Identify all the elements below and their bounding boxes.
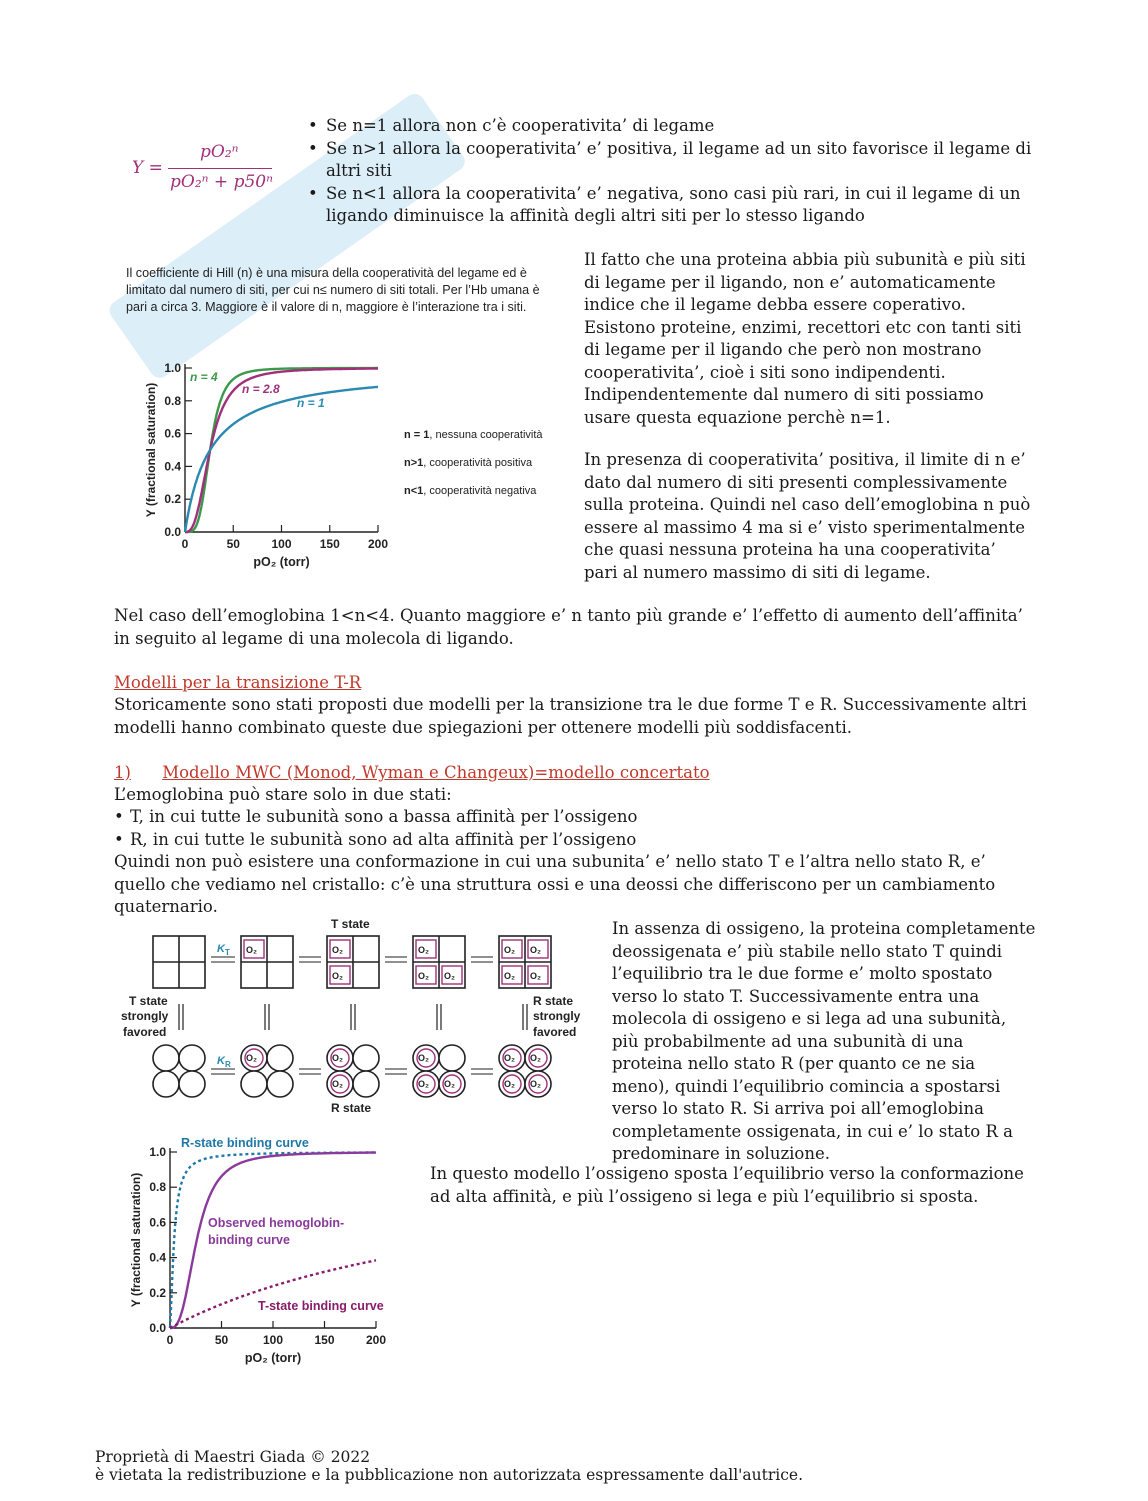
- o2-label: O₂: [530, 1079, 541, 1089]
- r-favored-line: strongly: [533, 1009, 581, 1023]
- equation-lhs: Y =: [132, 158, 163, 178]
- series-label: T-state binding curve: [258, 1299, 384, 1313]
- legend-item: n = 1, nessuna cooperatività: [404, 429, 543, 441]
- x-tick-label: 200: [365, 1333, 387, 1347]
- o2-label: O₂: [332, 1053, 343, 1063]
- y-tick-label: 0.6: [164, 426, 181, 441]
- x-tick-label: 100: [262, 1333, 284, 1347]
- bullet-item: • Se n=1 allora non c’è cooperativita’ di legame: [308, 115, 1038, 138]
- o2-label: O₂: [530, 971, 541, 981]
- paragraph-models: Storicamente sono stati proposti due modelli per la transizione tra le due forme T e R. Successivamente altri modelli hanno combinato queste due spiegazioni per ottenere modelli più soddisfacenti.: [114, 695, 1027, 737]
- o2-label: O₂: [504, 971, 515, 981]
- x-tick-label: 100: [271, 537, 292, 551]
- fraction-bar: [168, 168, 272, 169]
- kt-label: K: [217, 943, 225, 955]
- o2-label: O₂: [332, 971, 343, 981]
- paragraph-positive-cooperativity: In presenza di cooperativita’ positiva, il limite di n e’ dato dal numero di siti presenti complessivamente sulla proteina. Quindi nel caso dell’emoglobina n può essere al massimo 4 ma si e’ visto sperimentalmente che quasi nessuna proteina ha una cooperativita’ pari al numero massimo di siti di legame.: [584, 450, 1031, 582]
- series-label: Observed hemoglobin-: [208, 1216, 345, 1230]
- legend-item: n<1, cooperatività negativa: [404, 485, 537, 497]
- r-state-row: [153, 1045, 551, 1097]
- mwc-paragraph: Quindi non può esistere una conformazione in cui una subunita’ e’ nello stato T e l’altra nello stato R, e’ quello che vediamo nel cristallo: c’è una struttura ossi e una deossi che differiscono per un cambiamento quaternario.: [114, 852, 996, 916]
- t-state-label: T state: [331, 917, 370, 931]
- series-label: n = 4: [190, 370, 218, 384]
- series-line: [185, 369, 378, 533]
- series-line: [170, 1260, 376, 1328]
- series-label: n = 2.8: [242, 382, 280, 396]
- y-axis-label: Y (fractional saturation): [129, 1172, 143, 1308]
- vertical-arrows: [179, 1004, 527, 1030]
- mwc-bullets: [114, 806, 1014, 851]
- o2-label: O₂: [504, 1053, 515, 1063]
- o2-label: O₂: [530, 945, 541, 955]
- o2-label: O₂: [418, 1053, 429, 1063]
- r-favored-line: favored: [533, 1025, 577, 1039]
- series-label: n = 1: [297, 396, 325, 410]
- y-tick-label: 0.4: [164, 459, 181, 474]
- o2-label: O₂: [246, 945, 257, 955]
- paragraph-hemoglobin: Nel caso dell’emoglobina 1<n<4. Quanto maggiore e’ n tanto più grande e’ l’effetto di aumento dell’affinita’ in seguito al legame di una molecola di ligando.: [114, 606, 1023, 648]
- equation-denominator: pO₂ⁿ + p50ⁿ: [170, 172, 273, 192]
- heading-mwc-title: Modello MWC (Monod, Wyman e Changeux)=modello concertato: [162, 763, 710, 782]
- kr-subscript: R: [225, 1060, 231, 1069]
- kr-label: K: [217, 1055, 225, 1067]
- bullet-item: • Se n<1 allora la cooperativita’ e’ negativa, sono casi più rari, in cui il legame di un ligando diminuisce la affinità degli altri siti per lo stesso ligando: [308, 183, 1038, 228]
- o2-label: O₂: [418, 945, 429, 955]
- o2-label: O₂: [332, 945, 343, 955]
- y-tick-label: 1.0: [149, 1145, 166, 1159]
- bullet-item: • T, in cui tutte le subunità sono a bassa affinità per l’ossigeno: [114, 806, 1014, 829]
- y-axis-label: Y (fractional saturation): [144, 382, 158, 518]
- footer: [95, 1448, 803, 1484]
- series-line: [185, 387, 378, 532]
- hill-chart: [110, 355, 410, 575]
- y-tick-label: 0.4: [149, 1250, 166, 1265]
- o2-label: O₂: [418, 1079, 429, 1089]
- t-favored-label: [121, 994, 169, 1039]
- bullet-item: • R, in cui tutte le subunità sono ad alta affinità per l’ossigeno: [114, 829, 1014, 852]
- y-tick-label: 0.0: [164, 525, 181, 539]
- r-favored-label: [533, 994, 581, 1039]
- bullet-item: • Se n>1 allora la cooperativita’ e’ positiva, il legame ad un sito favorisce il legame di altri siti: [308, 138, 1038, 183]
- y-tick-label: 0.2: [149, 1285, 166, 1300]
- y-tick-label: 0.0: [149, 1321, 166, 1335]
- x-tick-label: 150: [319, 537, 340, 551]
- o2-label: O₂: [530, 1053, 541, 1063]
- t-favored-line: favored: [123, 1025, 167, 1039]
- x-tick-label: 150: [314, 1333, 335, 1347]
- r-favored-line: R state: [533, 994, 574, 1008]
- t-favored-line: strongly: [121, 1009, 169, 1023]
- x-axis-label: pO₂ (torr): [253, 555, 310, 569]
- y-tick-label: 0.6: [149, 1215, 166, 1230]
- equation-numerator: pO₂ⁿ: [200, 142, 239, 162]
- o2-label: O₂: [504, 945, 515, 955]
- heading-mwc: [114, 762, 710, 785]
- cooperativity-bullets: [308, 115, 1038, 228]
- x-tick-label: 200: [367, 537, 389, 551]
- o2-label: O₂: [444, 971, 455, 981]
- hill-equation: [132, 140, 282, 200]
- o2-label: O₂: [444, 1079, 455, 1089]
- kt-subscript: T: [225, 948, 230, 957]
- mwc-bottom-paragraph: In questo modello l’ossigeno sposta l’equilibrio verso la conformazione ad alta affinità, e più l’ossigeno si lega e più l’equilibrio si sposta.: [430, 1164, 1024, 1206]
- x-tick-label: 50: [214, 1333, 229, 1347]
- o2-label: O₂: [246, 1053, 257, 1063]
- heading-models: Modelli per la transizione T-R: [114, 673, 362, 692]
- heading-mwc-number: 1): [114, 763, 131, 782]
- y-tick-label: 0.2: [164, 492, 181, 507]
- legend-item: n>1, cooperatività positiva: [404, 457, 533, 469]
- footer-copyright: Proprietà di Maestri Giada © 2022: [95, 1448, 371, 1466]
- mwc-intro: L’emoglobina può stare solo in due stati:: [114, 785, 452, 804]
- binding-chart: [112, 1130, 412, 1375]
- footer-notice: è vietata la redistribuzione e la pubblicazione non autorizzata espressamente dall'autrice.: [95, 1466, 804, 1484]
- y-tick-label: 0.8: [164, 393, 181, 408]
- x-tick-label: 0: [166, 1333, 174, 1347]
- x-axis-label: pO₂ (torr): [244, 1351, 302, 1365]
- o2-label: O₂: [504, 1079, 515, 1089]
- mwc-diagram: [115, 912, 595, 1117]
- r-state-label: R state: [331, 1101, 372, 1115]
- x-tick-label: 0: [181, 537, 189, 551]
- hill-caption: Il coefficiente di Hill (n) è una misura della cooperatività del legame ed è limitato dal numero di siti, per cui n≤ numero di siti totali. Per l’Hb umana è pari a circa 3. Maggiore è il valore di n, maggiore è l’interazione tra i siti.: [126, 266, 540, 314]
- t-favored-line: T state: [129, 994, 168, 1008]
- paragraph-subunits: Il fatto che una proteina abbia più subunità e più siti di legame per il ligando, non e’ automaticamente indice che il legame debba essere coperativo. Esistono proteine, enzimi, recettori etc con tanti siti di legame per il ligando che però non mostrano cooperativita’, cioè i siti sono indipendenti. Indipendentemente dal numero di siti possiamo usare questa equazione perchè n=1.: [584, 250, 1026, 427]
- o2-label: O₂: [332, 1079, 343, 1089]
- y-tick-label: 0.8: [149, 1180, 166, 1195]
- series-label: R-state binding curve: [181, 1136, 309, 1150]
- series-line: [185, 368, 378, 532]
- y-tick-label: 1.0: [164, 361, 181, 375]
- mwc-right-paragraph: In assenza di ossigeno, la proteina completamente deossigenata e’ più stabile nello stato T quindi l’equilibrio tra le due forme e’ molto spostato verso lo stato T. Successivamente entra una molecola di ossigeno e si lega ad una subunità, più probabilmente ad una subunità di una proteina nello stato R (per quanto ce ne sia meno), quindi l’equilibrio comincia a spostarsi verso lo stato R. Si arriva poi all’emoglobina completamente ossigenata, in cui e’ lo stato R a predominare in soluzione.: [612, 919, 1036, 1163]
- o2-label: O₂: [418, 971, 429, 981]
- annotation-label: binding curve: [208, 1233, 290, 1247]
- x-tick-label: 50: [226, 537, 240, 551]
